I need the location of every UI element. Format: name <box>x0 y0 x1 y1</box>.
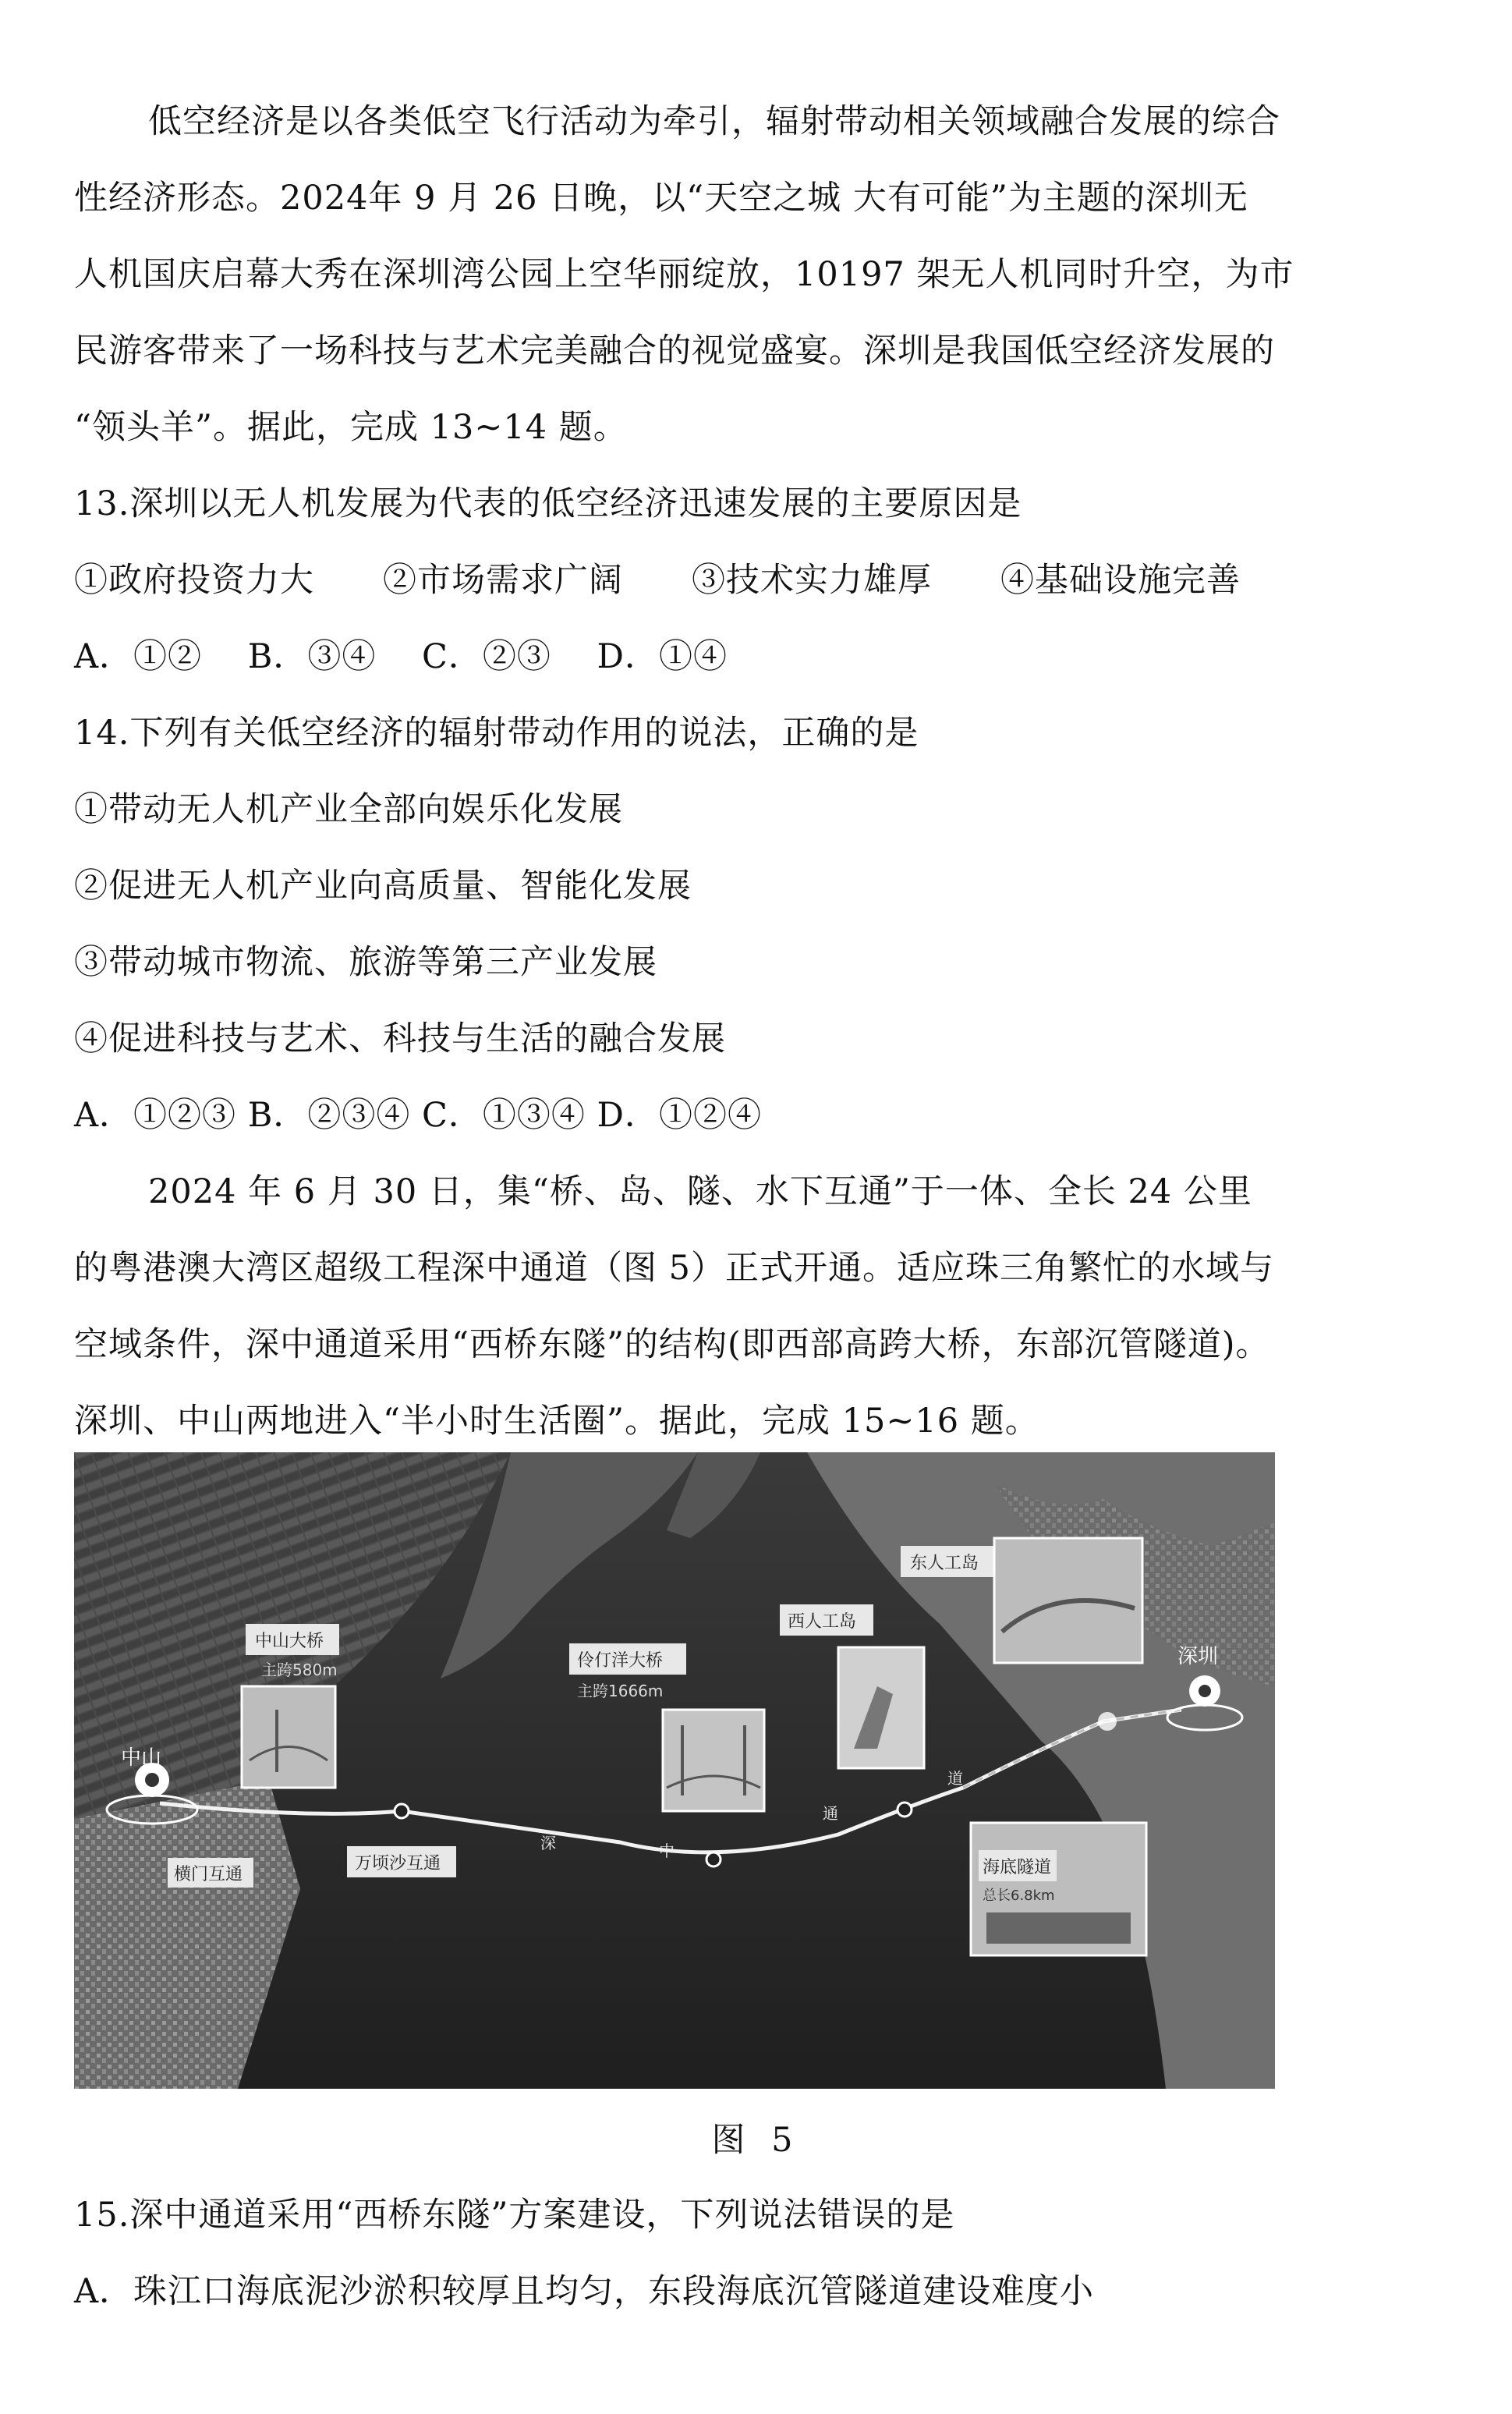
label-west-island: 西人工岛 <box>788 1612 857 1632</box>
passage2-line-2: 的粤港澳大湾区超级工程深中通道（图 5）正式开通。适应珠三角繁忙的水域与 <box>74 1249 1275 1288</box>
passage2-line-4: 深圳、中山两地进入“半小时生活圈”。据此，完成 15~16 题。 <box>74 1402 1039 1441</box>
q13-items: ①政府投资力大 ②市场需求广阔 ③技术实力雄厚 ④基础设施完善 <box>74 561 1241 600</box>
label-lingdingyang-bridge: 伶仃洋大桥 <box>577 1651 664 1671</box>
q14-item-2: ②促进无人机产业向高质量、智能化发展 <box>74 867 692 906</box>
passage2-line-3: 空域条件，深中通道采用“西桥东隧”的结构(即西部高跨大桥，东部沉管隧道)。 <box>74 1325 1270 1364</box>
q14-item-3: ③带动城市物流、旅游等第三产业发展 <box>74 943 657 982</box>
figure-caption: 图 5 <box>711 2121 801 2160</box>
wanqingsha-node <box>395 1804 409 1818</box>
label-lingdingyang-span: 主跨1666m <box>577 1682 664 1700</box>
label-undersea-tunnel: 海底隧道 <box>983 1858 1052 1877</box>
label-wanqingsha: 万顷沙互通 <box>355 1854 441 1873</box>
route-node <box>706 1852 721 1866</box>
label-zhongshan-bridge: 中山大桥 <box>255 1632 324 1651</box>
q14-stem: 14.下列有关低空经济的辐射带动作用的说法，正确的是 <box>74 714 919 753</box>
passage1-line-5: “领头羊”。据此，完成 13~14 题。 <box>74 408 628 447</box>
route-char-3: 通 <box>823 1804 838 1823</box>
label-shenzhen: 深圳 <box>1177 1645 1219 1668</box>
passage2-line-1: 2024 年 6 月 30 日，集“桥、岛、隧、水下互通”于一体、全长 24 公里 <box>148 1172 1252 1211</box>
q13-options: A．①② B．③④ C．②③ D．①④ <box>74 637 728 676</box>
lingdingyang-bridge-photo <box>663 1710 764 1811</box>
passage1-line-3: 人机国庆启幕大秀在深圳湾公园上空华丽绽放，10197 架无人机同时升空，为市 <box>74 255 1294 294</box>
label-east-island: 东人工岛 <box>910 1554 979 1573</box>
q13-stem: 13.深圳以无人机发展为代表的低空经济迅速发展的主要原因是 <box>74 484 1022 523</box>
route-char-2: 中 <box>659 1842 675 1860</box>
route-char-4: 道 <box>947 1769 963 1788</box>
label-zhongshan-bridge-span: 主跨580m <box>261 1661 338 1679</box>
passage1-line-4: 民游客带来了一场科技与艺术完美融合的视觉盛宴。深圳是我国低空经济发展的 <box>74 331 1275 370</box>
shenzhen-landfall-glow <box>1098 1712 1117 1731</box>
route-char-1: 深 <box>540 1834 556 1852</box>
passage1-line-2: 性经济形态。2024年 9 月 26 日晚，以“天空之城 大有可能”为主题的深圳无 <box>74 179 1248 218</box>
figure-map <box>74 1452 1275 2089</box>
q15-stem: 15.深中通道采用“西桥东隧”方案建设，下列说法错误的是 <box>74 2196 955 2235</box>
q15-option-a: A．珠江口海底泥沙淤积较厚且均匀，东段海底沉管隧道建设难度小 <box>74 2272 1095 2311</box>
label-hengmen: 横门互通 <box>174 1865 243 1884</box>
label-tunnel-length: 总长6.8km <box>983 1888 1055 1904</box>
west-island-node <box>898 1803 912 1817</box>
passage1-line-1: 低空经济是以各类低空飞行活动为牵引，辐射带动相关领域融合发展的综合 <box>148 102 1280 141</box>
q14-item-1: ①带动无人机产业全部向娱乐化发展 <box>74 790 623 829</box>
q14-item-4: ④促进科技与艺术、科技与生活的融合发展 <box>74 1019 726 1058</box>
label-zhongshan: 中山 <box>121 1746 162 1770</box>
zhongshan-bridge-photo <box>242 1686 335 1788</box>
q14-options: A．①②③ B．②③④ C．①③④ D．①②④ <box>74 1096 763 1135</box>
